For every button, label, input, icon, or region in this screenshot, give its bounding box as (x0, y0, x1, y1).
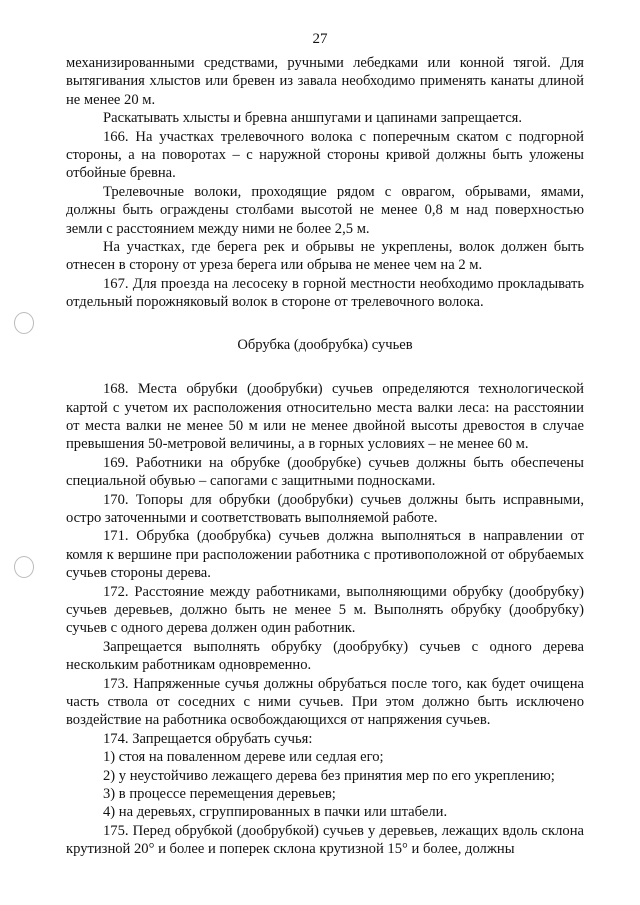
paragraph: 171. Обрубка (дообрубка) сучьев должна выполняться в направлении от комля к вершине при расположении работника с противоположной от обрубаемых сучьев стороны дерева. (66, 528, 584, 582)
paragraph: 175. Перед обрубкой (дообрубкой) сучьев у деревьев, лежащих вдоль склона крутизной 20° и более и поперек склона крутизной 15° и более, должны (66, 822, 584, 858)
paragraph: Трелевочные волоки, проходящие рядом с оврагом, обрывами, ямами, должны быть ограждены столбами высотой не менее 0,8 м над поверхностью земли с расстоянием между ними не более 2,5 м. (66, 183, 584, 237)
paragraph: 168. Места обрубки (дообрубки) сучьев определяются технологической картой с учетом их расположения относительно места валки леса: на расстоянии от места валки не менее 50 м или не менее двойной высоты древостоя в случае превышения 50-метровой величины, а в горных условиях – не менее 60 м. (66, 381, 584, 453)
paragraph: 169. Работники на обрубке (дообрубке) сучьев должны быть обеспечены специальной обувью – сапогами с защитными подносками. (66, 454, 584, 490)
list-item: 2) у неустойчиво лежащего дерева без принятия мер по его укреплению; (103, 767, 555, 784)
punch-hole-mark (14, 312, 34, 334)
page-number: 27 (312, 31, 328, 47)
paragraph: механизированными средствами, ручными лебедками или конной тягой. Для вытягивания хлыстов или бревен из завала необходимо применять канаты длиной не менее 20 м. (66, 55, 584, 108)
paragraph: 167. Для проезда на лесосеку в горной местности необходимо прокладывать отдельный порожняковый волок в стороне от трелевочного волока. (66, 275, 584, 311)
list-item: 3) в процессе перемещения деревьев; (103, 786, 336, 803)
section-heading: Обрубка (дообрубка) сучьев (237, 336, 413, 353)
paragraph: На участках, где берега рек и обрывы не укреплены, волок должен быть отнесен в сторону от уреза берега или обрыва не менее чем на 2 м. (66, 239, 584, 274)
paragraph: Запрещается выполнять обрубку (дообрубку) сучьев с одного дерева нескольким работникам одновременно. (66, 638, 584, 674)
list-heading: 174. Запрещается обрубать сучья: (103, 730, 313, 747)
paragraph: 166. На участках трелевочного волока с поперечным скатом с подгорной стороны, а на поворотах – с наружной стороны кривой должны быть уложены отбойные бревна. (66, 128, 584, 182)
list-item: 4) на деревьях, сгруппированных в пачки или штабели. (103, 804, 448, 821)
paragraph: 172. Расстояние между работниками, выполняющими обрубку (дообрубку) сучьев деревьев, должно быть не менее 5 м. Выполнять обрубку (дообрубку) сучьев с одного дерева должен один работник. (66, 583, 584, 637)
paragraph: 170. Топоры для обрубки (дообрубки) сучьев должны быть исправными, остро заточенными и соответствовать выполняемой работе. (66, 491, 584, 526)
paragraph: Раскатывать хлысты и бревна аншпугами и цапинами запрещается. (103, 110, 523, 127)
document-body (66, 54, 584, 859)
list-item: 1) стоя на поваленном дереве или седлая его; (103, 749, 384, 766)
paragraph: 173. Напряженные сучья должны обрубаться после того, как будет очищена часть ствола от соседних с ними сучьев. При этом должно быть исключено воздействие на работника освобождающихся от напряжения сучьев. (66, 675, 584, 729)
punch-hole-mark (14, 556, 34, 578)
